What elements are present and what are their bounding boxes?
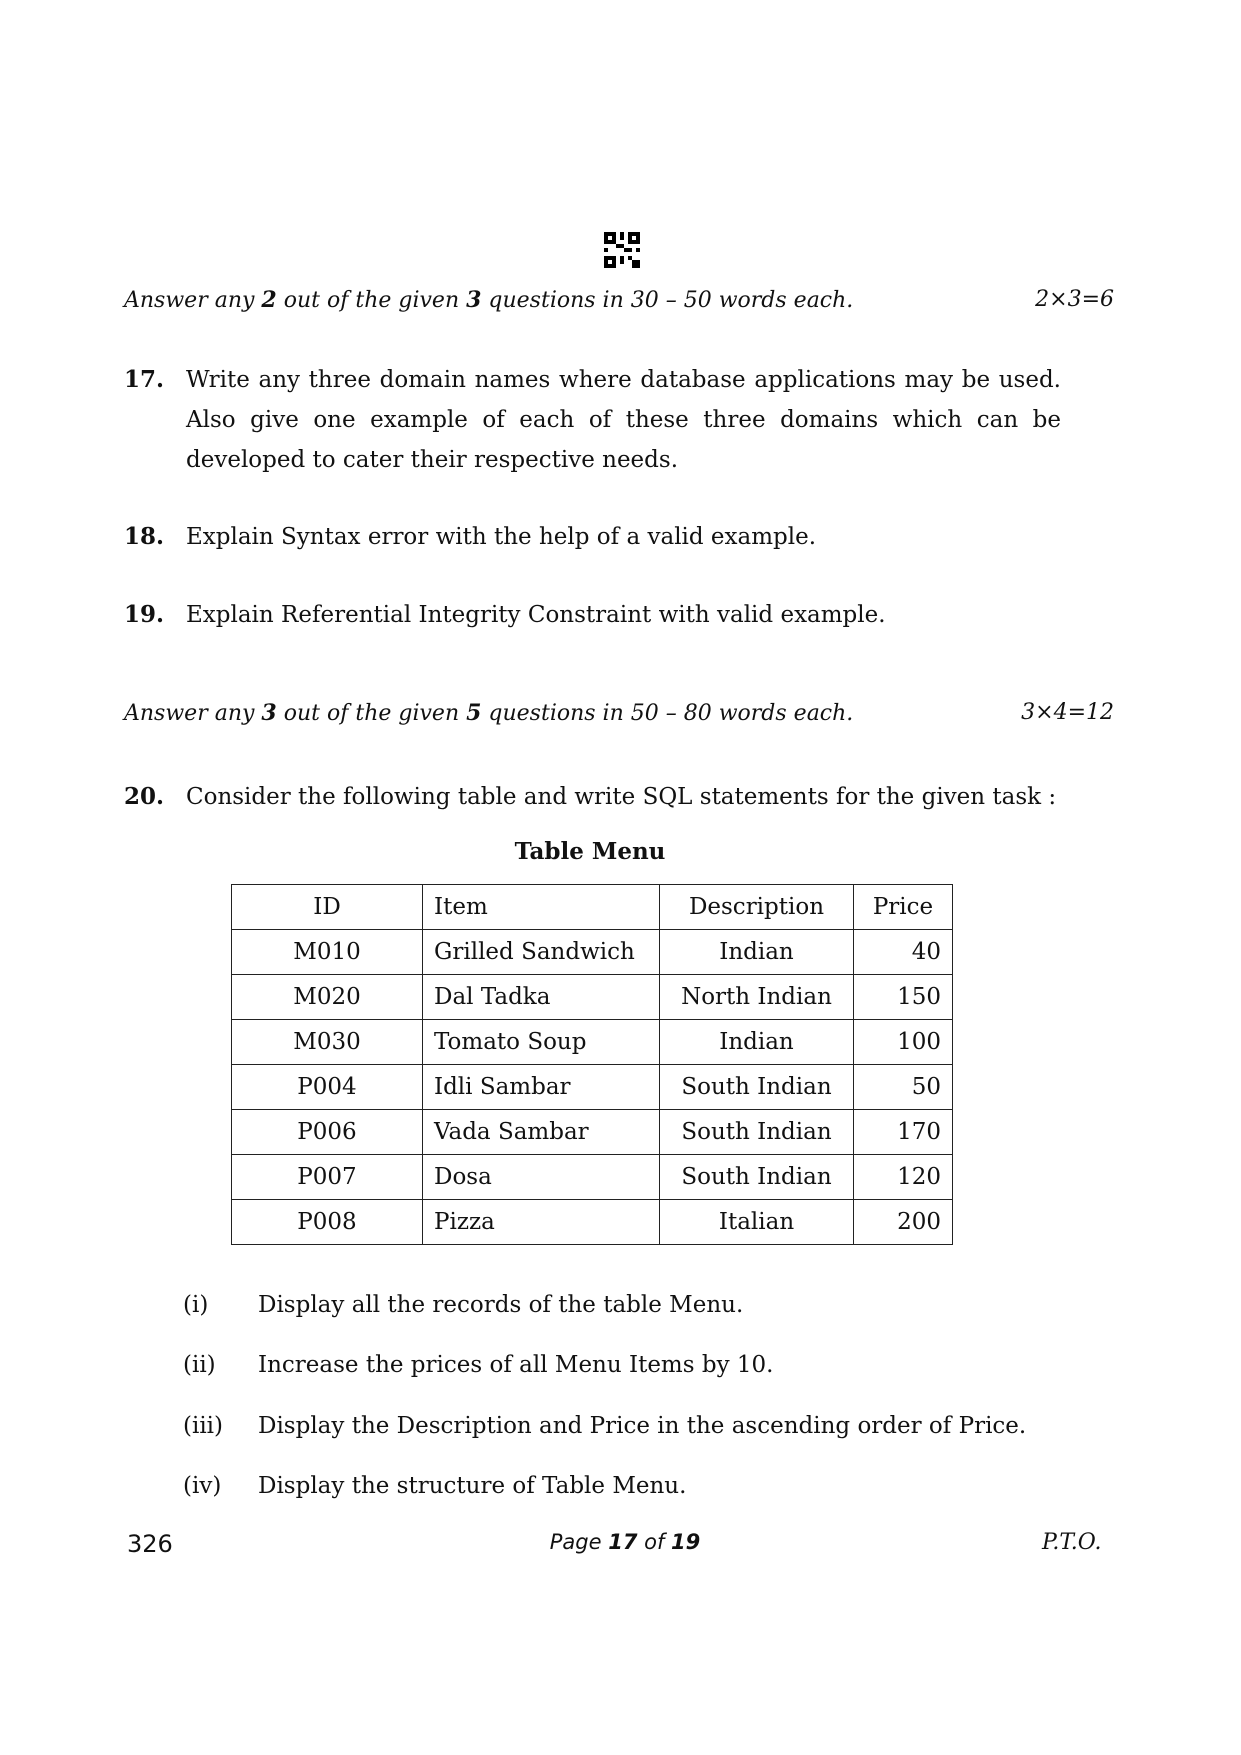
cell-price: 40 [854,930,953,975]
table-row [232,975,953,1020]
question-20 [124,777,1061,817]
question-17 [124,360,1061,480]
cell-item: Tomato Soup [423,1020,660,1065]
cell-item: Dosa [423,1155,660,1200]
cell-id: P004 [232,1065,423,1110]
cell-id: P007 [232,1155,423,1200]
cell-description: South Indian [660,1110,854,1155]
cell-description: North Indian [660,975,854,1020]
subquestion-iii [183,1413,1026,1439]
cell-id: M030 [232,1020,423,1065]
cell-description: South Indian [660,1155,854,1200]
table-row [232,1020,953,1065]
cell-description: Indian [660,1020,854,1065]
question-text: Consider the following table and write SQL statements for the given task : [186,784,1057,810]
cell-price: 120 [854,1155,953,1200]
cell-id: P008 [232,1200,423,1245]
table-header-row [232,885,953,930]
subquestion-i [183,1292,743,1318]
question-number: 18. [124,523,165,550]
cell-description: Indian [660,930,854,975]
question-18 [124,517,1061,557]
subquestion-label: (iv) [183,1473,222,1499]
paper-code: 326 [127,1530,173,1558]
question-number: 20. [124,783,165,810]
cell-id: P006 [232,1110,423,1155]
subquestion-text: Display the Description and Price in the ascending order of Price. [258,1413,1027,1439]
cell-price: 50 [854,1065,953,1110]
subquestion-label: (ii) [183,1352,216,1378]
cell-price: 200 [854,1200,953,1245]
table-row [232,1200,953,1245]
cell-item: Pizza [423,1200,660,1245]
cell-id: M010 [232,930,423,975]
subquestion-ii [183,1352,773,1378]
cell-description: South Indian [660,1065,854,1110]
question-text: Explain Referential Integrity Constraint with valid example. [186,602,886,628]
question-number: 17. [124,366,165,393]
cell-price: 170 [854,1110,953,1155]
cell-item: Dal Tadka [423,975,660,1020]
subquestion-label: (i) [183,1292,209,1318]
question-text: Write any three domain names where database applications may be used. Also give one example of each of these three domains which can be developed to cater their respective needs. [186,367,1061,473]
table-row [232,1110,953,1155]
page-number: Page 17 of 19 [549,1530,701,1554]
cell-item: Idli Sambar [423,1065,660,1110]
table-row [232,1155,953,1200]
table-row [232,930,953,975]
subquestion-iv [183,1473,686,1499]
menu-table [231,884,953,1245]
subquestion-text: Display the structure of Table Menu. [258,1473,687,1499]
table-title: Table Menu [514,838,666,865]
subquestion-text: Display all the records of the table Menu. [258,1292,744,1318]
qr-code-icon [604,232,640,268]
section-marks-2: 3×4=12 [1021,700,1114,725]
pto-label: P.T.O. [1042,1530,1102,1555]
section-marks-1: 2×3=6 [1035,287,1114,312]
header-item: Item [423,885,660,930]
cell-description: Italian [660,1200,854,1245]
subquestion-text: Increase the prices of all Menu Items by 10. [258,1352,774,1378]
question-19 [124,595,1061,635]
table-row [232,1065,953,1110]
header-price: Price [854,885,953,930]
cell-item: Vada Sambar [423,1110,660,1155]
header-description: Description [660,885,854,930]
cell-price: 100 [854,1020,953,1065]
cell-id: M020 [232,975,423,1020]
question-text: Explain Syntax error with the help of a valid example. [186,524,817,550]
subquestion-label: (iii) [183,1413,224,1439]
cell-price: 150 [854,975,953,1020]
cell-item: Grilled Sandwich [423,930,660,975]
section-instruction-2: Answer any 3 out of the given 5 questions in 50 – 80 words each. 3×4=12 [124,700,1114,726]
question-number: 19. [124,601,165,628]
section-instruction-1: Answer any 2 out of the given 3 questions in 30 – 50 words each. 2×3=6 [124,287,1114,313]
header-id: ID [232,885,423,930]
